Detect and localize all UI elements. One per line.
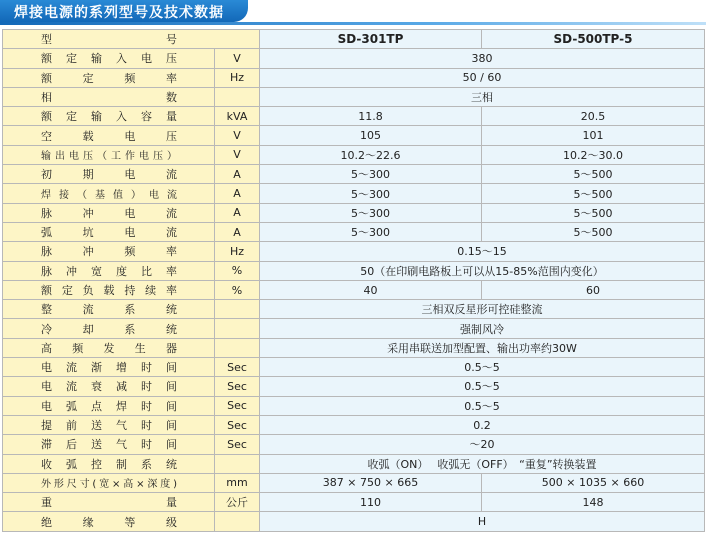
value-cell: 20.5 [482,107,705,126]
value-cell: ～20 [260,435,705,454]
value-cell: 5～500 [482,203,705,222]
table-row [3,165,705,184]
table-row [3,184,705,203]
table-row [3,454,705,473]
param-name: 收弧控制系统 [41,457,177,471]
param-name: 电流渐增时间 [41,361,177,375]
param-name-cell [3,68,215,87]
unit-cell: Sec [215,377,260,396]
value-cell: 5～500 [482,165,705,184]
param-name-cell [3,454,215,473]
table-row [3,319,705,338]
banner-underline [0,22,706,25]
value-cell: 三相双反星形可控硅整流 [260,300,705,319]
value-cell: 5～500 [482,222,705,241]
param-name: 脉冲宽度比率 [41,264,177,278]
param-name: 相数 [41,91,177,105]
table-row [3,396,705,415]
param-name-cell [3,184,215,203]
value-cell: 0.5～5 [260,377,705,396]
param-name-cell [3,107,215,126]
param-name: 外形尺寸(宽×高×深度) [41,479,177,491]
param-name-cell [3,415,215,434]
param-name: 空载电压 [41,129,177,143]
value-cell: 110 [260,493,482,512]
value-cell: 收弧（ON） 收弧无（OFF） “重复”转换装置 [260,454,705,473]
value-cell: 5～300 [260,165,482,184]
unit-cell [215,319,260,338]
param-name: 冷却系统 [41,322,177,336]
header-row [3,30,705,49]
table-row [3,338,705,357]
table-row [3,415,705,434]
value-cell: 0.15～15 [260,242,705,261]
unit-cell: V [215,126,260,145]
value-cell: 三相 [260,87,705,106]
param-name-cell [3,358,215,377]
spec-table [2,29,705,532]
model-name-cell: SD-301TP [260,30,482,49]
param-name-cell [3,87,215,106]
param-name: 电弧点焊时间 [41,399,177,413]
param-name-cell [3,319,215,338]
param-name-cell [3,435,215,454]
value-cell: 采用串联送加型配置、输出功率约30W [260,338,705,357]
table-row [3,49,705,68]
model-label-cell [3,30,260,49]
table-row [3,473,705,492]
param-name-cell [3,242,215,261]
unit-cell: A [215,222,260,241]
param-name-cell [3,49,215,68]
param-name-cell [3,338,215,357]
param-name: 提前送气时间 [41,419,177,433]
value-cell: H [260,512,705,531]
param-name-cell [3,396,215,415]
value-cell: 387 × 750 × 665 [260,473,482,492]
model-label: 型号 [41,33,177,47]
unit-cell: Sec [215,358,260,377]
section-banner [0,0,706,26]
value-cell: 60 [482,280,705,299]
table-row [3,242,705,261]
param-name: 焊接（基值）电流 [41,190,177,202]
table-row [3,107,705,126]
param-name: 整流系统 [41,303,177,317]
unit-cell: Sec [215,396,260,415]
table-row [3,203,705,222]
param-name: 输出电压（工作电压） [41,151,177,163]
value-cell: 105 [260,126,482,145]
unit-cell: A [215,184,260,203]
param-name: 高频发生器 [41,341,177,355]
unit-cell: mm [215,473,260,492]
param-name: 脉冲频率 [41,245,177,259]
unit-cell: % [215,261,260,280]
param-name-cell [3,377,215,396]
param-name: 额定频率 [41,71,177,85]
value-cell: 0.5～5 [260,358,705,377]
value-cell: 5～300 [260,184,482,203]
param-name-cell [3,261,215,280]
param-name-cell [3,165,215,184]
table-row [3,261,705,280]
unit-cell [215,338,260,357]
param-name: 电流衰减时间 [41,380,177,394]
value-cell: 101 [482,126,705,145]
table-row [3,87,705,106]
unit-cell: Sec [215,435,260,454]
unit-cell: Hz [215,242,260,261]
unit-cell [215,454,260,473]
param-name: 额定输入容量 [41,110,177,124]
table-row [3,68,705,87]
param-name: 额定负载持续率 [41,284,177,297]
table-row [3,145,705,164]
param-name-cell [3,145,215,164]
unit-cell: Hz [215,68,260,87]
unit-cell: kVA [215,107,260,126]
table-row [3,358,705,377]
value-cell: 380 [260,49,705,68]
unit-cell [215,512,260,531]
value-cell: 5～300 [260,222,482,241]
value-cell: 5～500 [482,184,705,203]
param-name: 脉冲电流 [41,206,177,220]
section-title: 焊接电源的系列型号及技术数据 [14,5,224,21]
value-cell: 50 / 60 [260,68,705,87]
table-row [3,493,705,512]
unit-cell: 公斤 [215,493,260,512]
table-row [3,300,705,319]
param-name-cell [3,222,215,241]
unit-cell: % [215,280,260,299]
table-row [3,222,705,241]
param-name: 弧坑电流 [41,226,177,240]
table-row [3,126,705,145]
param-name-cell [3,280,215,299]
param-name-cell [3,473,215,492]
unit-cell: A [215,203,260,222]
value-cell: 0.2 [260,415,705,434]
value-cell: 10.2～22.6 [260,145,482,164]
value-cell: 11.8 [260,107,482,126]
unit-cell: V [215,49,260,68]
param-name: 绝缘等级 [41,515,177,529]
value-cell: 148 [482,493,705,512]
param-name-cell [3,126,215,145]
value-cell: 10.2～30.0 [482,145,705,164]
unit-cell: A [215,165,260,184]
value-cell: 强制风冷 [260,319,705,338]
value-cell: 500 × 1035 × 660 [482,473,705,492]
value-cell: 50（在印刷电路板上可以从15-85%范围内变化） [260,261,705,280]
value-cell: 40 [260,280,482,299]
param-name-cell [3,512,215,531]
param-name-cell [3,300,215,319]
param-name: 重量 [41,496,177,510]
param-name: 初期电流 [41,168,177,182]
param-name: 额定输入电压 [41,52,177,66]
table-row [3,377,705,396]
value-cell: 0.5～5 [260,396,705,415]
param-name-cell [3,203,215,222]
unit-cell: Sec [215,415,260,434]
value-cell: 5～300 [260,203,482,222]
model-name-cell: SD-500TP-5 [482,30,705,49]
unit-cell [215,300,260,319]
unit-cell [215,87,260,106]
table-row [3,435,705,454]
unit-cell: V [215,145,260,164]
table-row [3,280,705,299]
table-row [3,512,705,531]
param-name-cell [3,493,215,512]
param-name: 滞后送气时间 [41,438,177,452]
